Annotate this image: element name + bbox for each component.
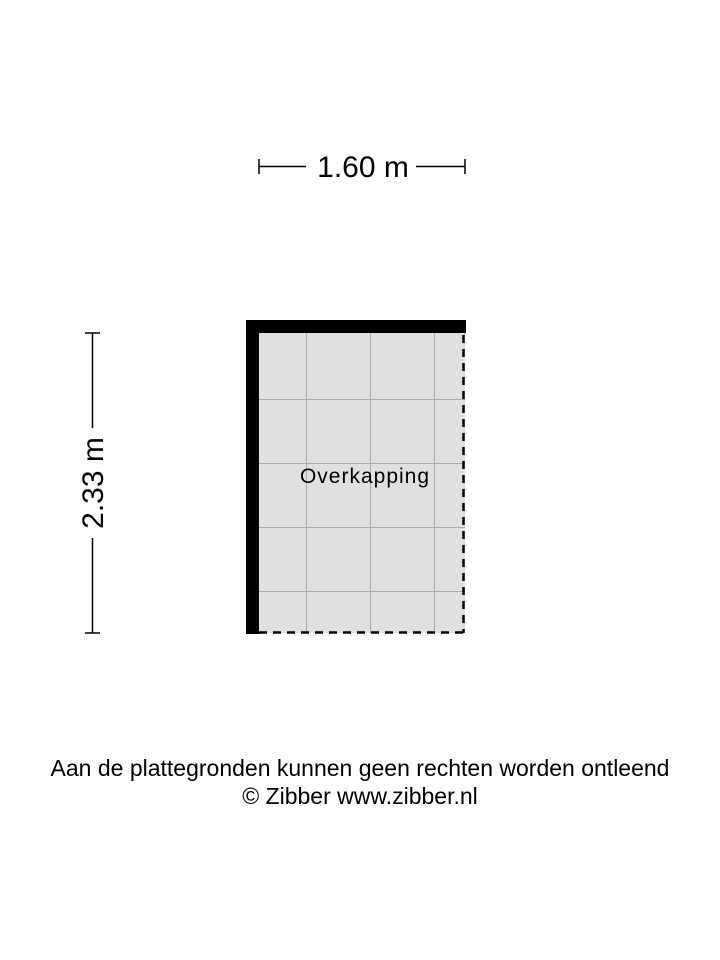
room-overkapping [246,320,466,634]
wall-top [246,320,466,333]
footer-disclaimer: Aan de plattegronden kunnen geen rechten worden ontleend [50,755,670,781]
room-label: Overkapping [299,465,431,488]
wall-left [246,320,259,634]
height-dimension-label: 2.33 m [77,437,110,529]
height-dimension [77,333,110,633]
width-dimension-label: 1.60 m [317,151,409,184]
footer-credit: © Zibber www.zibber.nl [242,783,478,809]
width-dimension [259,151,465,184]
